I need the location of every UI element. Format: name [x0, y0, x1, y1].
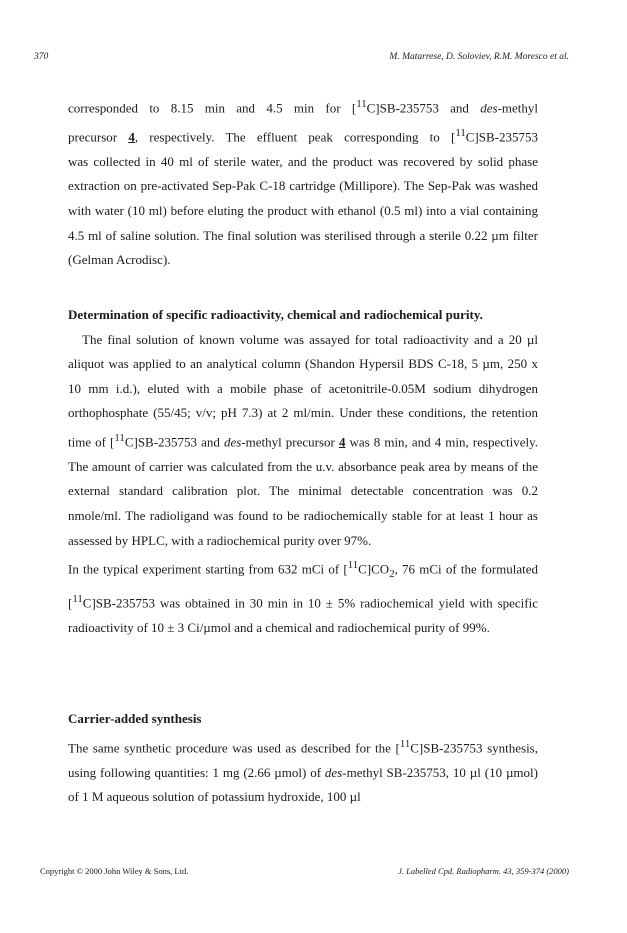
section-carrier-added [68, 707, 538, 810]
paragraph-assay: The final solution of known volume was assayed for total radioactivity and a 20 µl aliquot was applied to an analytical column (Shandon Hypersil BDS C-18, 5 µm, 250 x 10 mm i.d.), eluted with a mobile phase of acetonitrile-0.05M sodium dihydrogen orthophosphate (55/45; v/v; pH 7.3) at 2 ml/min. Under these conditions, the retention time of [$^{11}$C]SB-235753 and des-methyl precursor 4 was 8 min, and 4 min, respectively. The amount of carrier was calculated from the u.v. absorbance peak area by means of the external standard calibration plot. The minimal detectable concentration was 0.2 nmole/ml. The radioligand was found to be radiochemically stable for at least 1 hour as assessed by HPLC, with a radiochemical purity over 97%. [68, 331, 538, 548]
section-heading: Determination of specific radioactivity, chemical and radiochemical purity. [68, 307, 483, 322]
copyright: Copyright © 2000 John Wiley & Sons, Ltd. [40, 866, 189, 876]
running-header [34, 52, 569, 62]
para1-line1: corresponded to 8.15 min and 4.5 min for [$^{11}$C]SB-235753 and des-methyl [68, 98, 539, 116]
paragraph-typical-experiment: In the typical experiment starting from 632 mCi of $[^{11}C]CO_2$, 76 mCi of the formulated [$^{11}$C]SB-235753 was obtained in 30 min in 10 ± 5% radiochemical yield with specific radioactivity of 10 ± 3 Ci/µmol and a chemical and radiochemical purity of 99%. [68, 559, 538, 635]
footer [40, 866, 569, 876]
paragraph-carrier-added: The same synthetic procedure was used as described for the [$^{11}$C]SB-235753 synthesis, using following quantities: 1 mg (2.66 µmol) of des-methyl SB-235753, 10 µl (10 µmol) of 1 M aqueous solution of potassium hydroxide, 100 µl [68, 737, 538, 805]
section-specific-radioactivity [68, 303, 538, 640]
paragraph-continued [68, 92, 538, 273]
page-number: 370 [34, 52, 49, 62]
journal-citation: J. Labelled Cpd. Radiopharm. 43, 359-374 (2000) [398, 866, 569, 876]
header-authors: M. Matarrese, D. Soloviev, R.M. Moresco et al. [389, 52, 569, 62]
para1-rest: was collected in 40 ml of sterile water, and the product was recovered by solid phase extraction on pre-activated Sep-Pak C-18 cartridge (Millipore). The Sep-Pak was washed with water (10 ml) before eluting the product with ethanol (0.5 ml) into a vial containing 4.5 ml of saline solution. The final solution was sterilised through a sterile 0.22 µm filter (Gelman Acrodisc). [68, 153, 538, 268]
para1-line2: precursor 4, respectively. The effluent peak corresponding to [$^{11}$C]SB-235753 [68, 126, 538, 145]
section-heading: Carrier-added synthesis [68, 711, 202, 726]
